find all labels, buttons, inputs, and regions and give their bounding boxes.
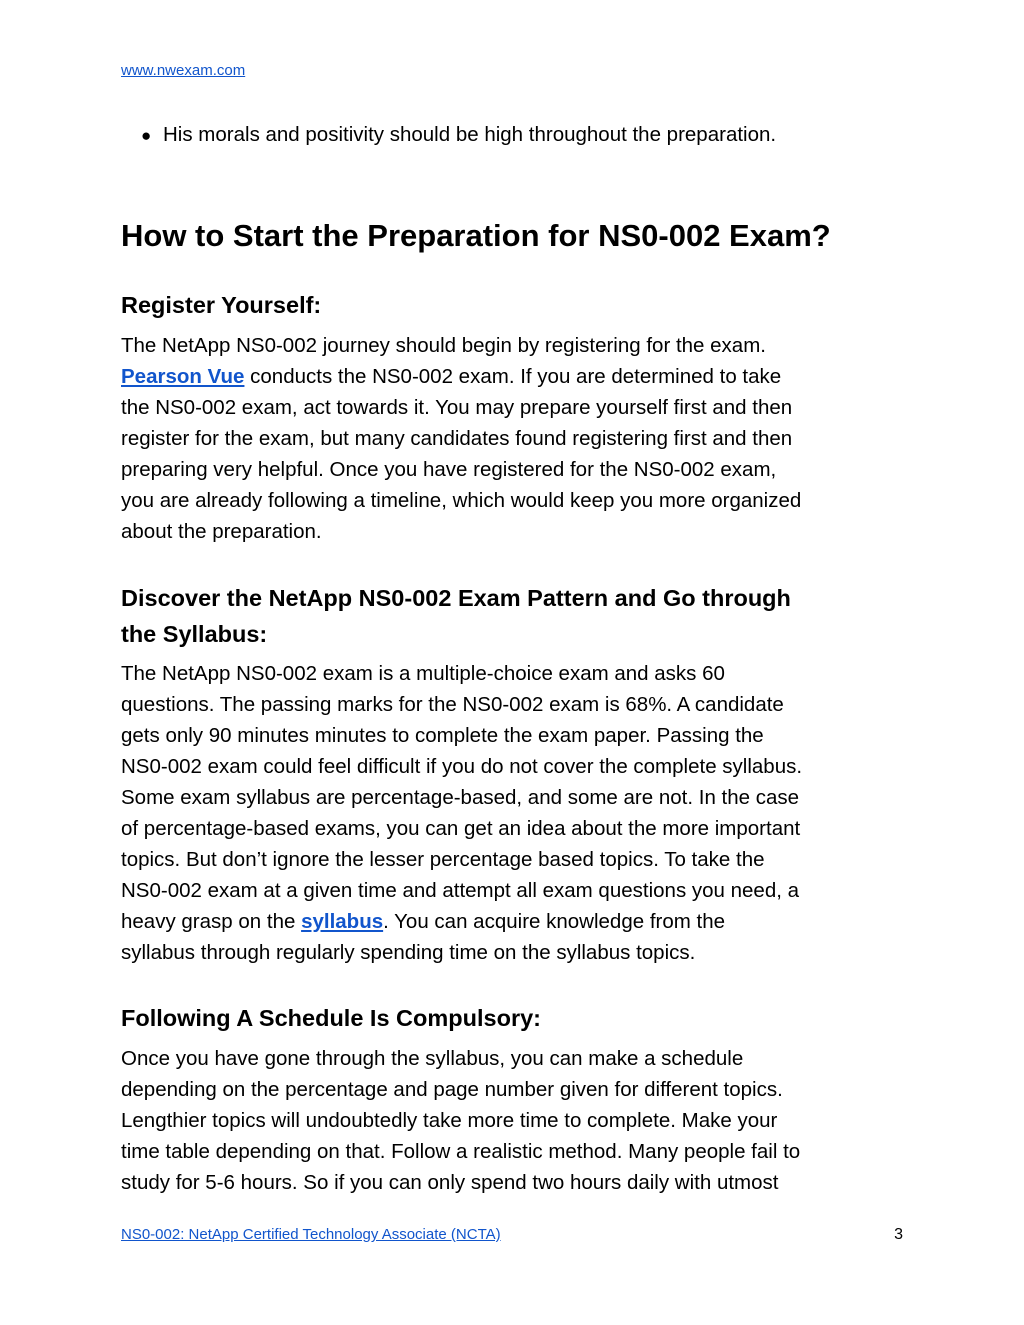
footer-title-link[interactable]: NS0-002: NetApp Certified Technology Associate (NCTA) [121, 1226, 501, 1243]
bullet-icon: ● [141, 126, 152, 145]
section-exam-pattern [121, 580, 911, 968]
section-heading [121, 580, 911, 652]
bullet-text: His morals and positivity should be high throughout the preparation. [163, 123, 777, 146]
heading-line: the Syllabus: [121, 621, 268, 647]
paragraph-line: The NetApp NS0-002 exam is a multiple-choice exam and asks 60 [121, 662, 725, 685]
paragraph-line: heavy grasp on the [121, 910, 296, 933]
site-header-link[interactable]: www.nwexam.com [121, 62, 246, 79]
paragraph-line: topics. But don’t ignore the lesser percentage based topics. To take the [121, 848, 765, 871]
paragraph-line: study for 5-6 hours. So if you can only spend two hours daily with utmost [121, 1171, 779, 1194]
paragraph-line: Once you have gone through the syllabus, you can make a schedule [121, 1047, 744, 1070]
page-footer [121, 1225, 903, 1245]
paragraph-line: you are already following a timeline, which would keep you more organized [121, 489, 802, 512]
paragraph-line: preparing very helpful. Once you have registered for the NS0-002 exam, [121, 458, 777, 481]
section-heading: Register Yourself: [121, 292, 322, 318]
paragraph-line: NS0-002 exam could feel difficult if you do not cover the complete syllabus. [121, 755, 803, 778]
paragraph-line: the NS0-002 exam, act towards it. You may prepare yourself first and then [121, 396, 793, 419]
paragraph-line: NS0-002 exam at a given time and attempt all exam questions you need, a [121, 879, 800, 902]
pearson-vue-link[interactable]: Pearson Vue [121, 365, 245, 388]
bullet-list-item [121, 121, 921, 150]
section-paragraph [121, 658, 911, 968]
paragraph-line: time table depending on that. Follow a realistic method. Many people fail to [121, 1140, 801, 1163]
section-paragraph [121, 1043, 911, 1198]
section-schedule [121, 1000, 911, 1198]
paragraph-line: syllabus through regularly spending time on the syllabus topics. [121, 941, 696, 964]
section-heading: Following A Schedule Is Compulsory: [121, 1005, 541, 1031]
paragraph-line: gets only 90 minutes minutes to complete the exam paper. Passing the [121, 724, 764, 747]
page-title: How to Start the Preparation for NS0-002 Exam? [121, 218, 831, 253]
page-number: 3 [894, 1226, 903, 1243]
syllabus-link[interactable]: syllabus [301, 910, 384, 933]
paragraph-line: The NetApp NS0-002 journey should begin by registering for the exam. [121, 334, 766, 357]
paragraph-line: of percentage-based exams, you can get an idea about the more important [121, 817, 801, 840]
paragraph-line: questions. The passing marks for the NS0-002 exam is 68%. A candidate [121, 693, 784, 716]
paragraph-line: register for the exam, but many candidates found registering first and then [121, 427, 793, 450]
section-paragraph [121, 330, 911, 547]
paragraph-line: depending on the percentage and page number given for different topics. [121, 1078, 783, 1101]
paragraph-line: Some exam syllabus are percentage-based, and some are not. In the case [121, 786, 800, 809]
heading-line: Discover the NetApp NS0-002 Exam Pattern and Go through [121, 585, 791, 611]
paragraph-line: about the preparation. [121, 520, 322, 543]
section-register-yourself [121, 287, 911, 547]
paragraph-line: conducts the NS0-002 exam. If you are determined to take [250, 365, 782, 388]
paragraph-line: Lengthier topics will undoubtedly take more time to complete. Make your [121, 1109, 778, 1132]
paragraph-line: . You can acquire knowledge from the [383, 910, 726, 933]
